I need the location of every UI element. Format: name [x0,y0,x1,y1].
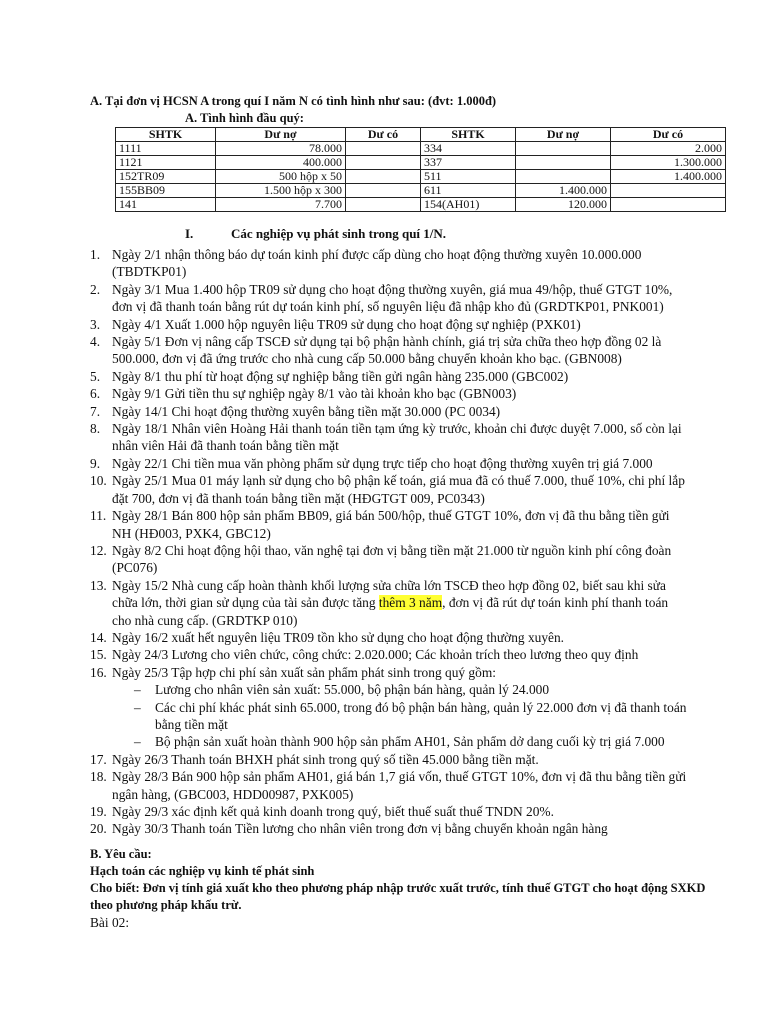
transaction-item [90,281,690,316]
transaction-item [90,472,690,507]
table-cell: 334 [421,142,516,156]
transaction-number: 7. [90,403,101,419]
transaction-number: 17. [90,751,107,767]
transaction-text: Ngày 8/1 thu phí từ hoạt động sự nghiệp bằng tiền gửi ngân hàng 235.000 (GBC002) [112,368,569,384]
sub-item-text: Lương cho nhân viên sản xuất: 55.000, bộ phận bán hàng, quản lý 24.000 [155,682,550,698]
transactions-list [90,246,690,838]
table-cell: 152TR09 [116,170,216,184]
roman-numeral: I. [185,226,194,241]
transaction-number: 14. [90,629,107,645]
transaction-text: Ngày 28/3 Bán 900 hộp sản phẩm AH01, giá bán 1,7 giá vốn, thuế GTGT 10%, đơn vị đã thu bằng tiền gửi ngân hàng, (GBC003, HDD00987, PXK005) [112,769,687,802]
col-header-du-co-2: Dư có [611,128,726,142]
sub-item [112,699,690,734]
table-cell: 1.500 hộp x 300 [216,184,346,198]
transaction-item [90,385,690,402]
transaction-text: Ngày 22/1 Chi tiền mua văn phòng phẩm sử dụng trực tiếp cho hoạt động thường xuyên trị giá 7.000 [112,455,653,471]
transaction-number: 20. [90,821,107,837]
requirements-line-2: Cho biết: Đơn vị tính giá xuất kho theo phương pháp nhập trước xuất trước, tính thuế GTGT cho hoạt động SXKD theo phương pháp khấu trừ. [90,881,706,912]
transaction-item [90,646,690,663]
requirements-line-1: Hạch toán các nghiệp vụ kinh tế phát sinh [90,864,315,878]
table-cell: 400.000 [216,156,346,170]
transaction-number: 3. [90,316,101,332]
table-cell [516,142,611,156]
transaction-item [90,577,690,629]
transaction-number: 2. [90,281,101,297]
transaction-text: Ngày 3/1 Mua 1.400 hộp TR09 sử dụng cho hoạt động thường xuyên, giá mua 49/hộp, thuế GTGT 10%, đơn vị đã thanh toán bằng rút dự toán kinh phí, số nguyên liệu đã nhập kho đủ (GRDTKP01, PNK001) [112,281,673,315]
table-cell: 155BB09 [116,184,216,198]
table-cell: 154(AH01) [421,198,516,212]
sub-item-text: Các chi phí khác phát sinh 65.000, trong đó bộ phận bán hàng, quản lý 22.000 đơn vị đã thanh toán bằng tiền mặt [155,699,687,732]
sub-item [112,733,690,750]
transaction-item [90,542,690,577]
requirements-title: B. Yêu cầu: [90,847,152,861]
transaction-text: Ngày 9/1 Gửi tiền thu sự nghiệp ngày 8/1 vào tài khoản kho bạc (GBN003) [112,386,517,402]
dash-bullet: – [134,699,141,715]
table-cell: 2.000 [611,142,726,156]
transactions-heading [185,226,446,242]
table-header-row [116,128,726,142]
table-cell: 1.300.000 [611,156,726,170]
transaction-text: Ngày 29/3 xác định kết quả kinh doanh trong quý, biết thuế suất thuế TNDN 20%. [112,804,554,819]
transaction-number: 6. [90,386,101,402]
transaction-text: Ngày 18/1 Nhân viên Hoàng Hải thanh toán tiền tạm ứng kỳ trước, khoản chi được duyệt 7.000, số còn lại nhân viên Hải đã thanh toán bằng tiền mặt [112,421,682,454]
sub-item [112,681,690,698]
transaction-text: Ngày 28/1 Bán 800 hộp sản phẩm BB09, giá bán 500/hộp, thuế GTGT 10%, đơn vị đã thu bằng tiền gửi NH (HĐ003, PXK4, GBC12) [112,508,670,541]
table-cell: 78.000 [216,142,346,156]
transaction-item [90,246,690,281]
exercise-2-label: Bài 02: [90,915,130,930]
transaction-text: Ngày 8/2 Chi hoạt động hội thao, văn nghệ tại đơn vị bằng tiền mặt 21.000 từ nguồn kinh phí công đoàn (PC076) [112,542,672,576]
transaction-number: 11. [90,508,107,524]
transaction-number: 13. [90,577,107,593]
transaction-item [90,751,690,768]
transactions-title: Các nghiệp vụ phát sinh trong quí 1/N. [231,226,447,241]
transaction-text: Ngày 24/3 Lương cho viên chức, công chức: 2.020.000; Các khoản trích theo lương theo quy định [112,647,639,663]
transaction-number: 10. [90,473,107,489]
col-header-shtk-2: SHTK [421,128,516,142]
transaction-text: Ngày 5/1 Đơn vị nâng cấp TSCĐ sử dụng tại bộ phận hành chính, giá trị sửa chữa theo hợp đồng 02 là 500.000, đơn vị đã ứng trước cho nhà cung cấp 50.000 bằng chuyển khoản kho bạc. (GBN008) [112,334,662,367]
transaction-item [90,803,690,820]
table-cell [611,184,726,198]
dash-bullet: – [134,682,141,698]
transaction-number: 1. [90,247,101,262]
transaction-item [90,455,690,472]
table-cell: 337 [421,156,516,170]
transaction-item [90,629,690,646]
transaction-item [90,316,690,333]
table-cell [346,170,421,184]
transaction-text: Ngày 25/3 Tập hợp chi phí sản xuất sản phẩm phát sinh trong quý gồm: [112,664,496,680]
table-cell: 1.400.000 [516,184,611,198]
transaction-text: Ngày 25/1 Mua 01 máy lạnh sử dụng cho bộ phận kế toán, giá mua đã có thuế 7.000, thuế 10%, chi phí lắp đặt 700, đơn vị đã thanh toán bằng tiền mặt (HĐGTGT 009, PC0343) [112,473,685,506]
table-cell: 1.400.000 [611,170,726,184]
col-header-shtk: SHTK [116,128,216,142]
transaction-item [90,820,690,837]
table-row [116,170,726,184]
transaction-item [90,368,690,385]
requirements-block [90,846,710,931]
sub-item-list [112,681,690,751]
transaction-item [90,403,690,420]
table-cell [346,156,421,170]
table-cell [346,142,421,156]
opening-balance-heading: A. Tình hình đầu quý: [185,111,304,125]
transaction-number: 18. [90,769,107,785]
transaction-number: 4. [90,334,101,350]
table-cell: 7.700 [216,198,346,212]
table-cell: 611 [421,184,516,198]
transaction-item [90,664,690,751]
transaction-text: Ngày 16/2 xuất hết nguyên liệu TR09 tồn kho sử dụng cho hoạt động thường xuyên. [112,629,565,645]
transaction-number: 19. [90,804,107,819]
transaction-item [90,507,690,542]
table-cell [346,184,421,198]
opening-balance-table [115,127,726,212]
transaction-number: 16. [90,664,107,680]
transaction-number: 5. [90,368,101,384]
transaction-text: Ngày 15/2 Nhà cung cấp hoàn thành khối lượng sửa chữa lớn TSCĐ theo hợp đồng 02, biết sau khi sửa chữa lớn, thời gian sử dụng của tài sản được tăng [112,577,666,611]
transaction-number: 8. [90,421,101,437]
table-cell [516,156,611,170]
table-row [116,184,726,198]
transaction-text: Ngày 4/1 Xuất 1.000 hộp nguyên liệu TR09 sử dụng cho hoạt động sự nghiệp (PXK01) [112,316,581,332]
col-header-du-no-2: Dư nợ [516,128,611,142]
table-row [116,156,726,170]
dash-bullet: – [134,734,141,750]
transaction-item [90,333,690,368]
table-cell: 120.000 [516,198,611,212]
col-header-du-no: Dư nợ [216,128,346,142]
transaction-item [90,768,690,803]
table-cell: 500 hộp x 50 [216,170,346,184]
transaction-number: 9. [90,455,101,471]
table-cell [516,170,611,184]
table-cell: 141 [116,198,216,212]
col-header-du-co: Dư có [346,128,421,142]
sub-item-text: Bộ phận sản xuất hoàn thành 900 hộp sản phẩm AH01, Sản phẩm dở dang cuối kỳ trị giá 7.000 [155,734,665,750]
table-cell [611,198,726,212]
table-cell: 1111 [116,142,216,156]
transaction-text: Ngày 26/3 Thanh toán BHXH phát sinh trong quý số tiền 45.000 bằng tiền mặt. [112,751,539,767]
transaction-number: 12. [90,542,107,558]
transaction-text: , đơn vị đã rút dự toán kinh phí thanh toán cho nhà cung cấp. (GRDTKP 010) [112,595,669,628]
transaction-text: Ngày 14/1 Chi hoạt động thường xuyên bằng tiền mặt 30.000 (PC 0034) [112,403,501,419]
transaction-text: Ngày 2/1 nhận thông báo dự toán kinh phí được cấp dùng cho hoạt động thường xuyên 10.000.000 (TBDTKP01) [112,247,642,280]
transaction-item [90,420,690,455]
table-cell: 511 [421,170,516,184]
transaction-number: 15. [90,647,107,663]
section-a-heading: A. Tại đơn vị HCSN A trong quí I năm N có tình hình như sau: (đvt: 1.000đ) [90,94,497,108]
transaction-text: Ngày 30/3 Thanh toán Tiền lương cho nhân viên trong đơn vị bằng chuyển khoản ngân hàng [112,821,608,837]
highlighted-text: thêm 3 năm [378,595,443,611]
table-row [116,198,726,212]
table-row [116,142,726,156]
table-cell: 1121 [116,156,216,170]
table-cell [346,198,421,212]
